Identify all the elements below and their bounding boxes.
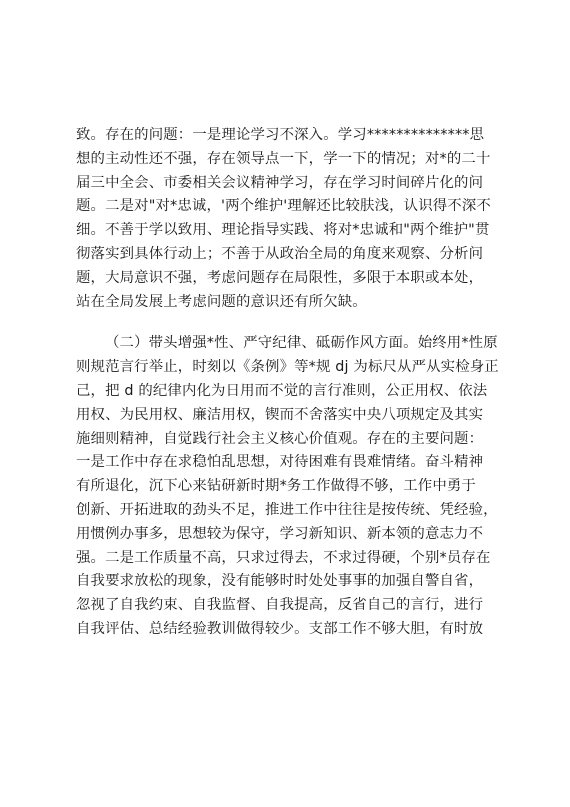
text-line: 一是工作中存在求稳怕乱思想，对待困难有畏难情绪。奋斗精神 [76,454,484,471]
text-line: 届三中全会、市委相关会议精神学习，存在学习时间碎片化的问 [76,174,484,191]
text-line: 题。二是对"对*忠诚，'两个维护'理解还比较肤浅，认识得不深不 [76,198,491,215]
text-line: 己，把 d 的纪律内化为日用而不觉的言行准则，公正用权、依法 [76,382,488,399]
text-line: 创新、开拓进取的劲头不足，推进工作中往往是按传统、凭经验， [76,501,498,518]
text-line: 题，大局意识不强，考虑问题存在局限性，多限于本职或本处， [76,269,484,286]
text-line: 用权、为民用权、廉洁用权，锲而不舍落实中央八项规定及其实 [76,406,484,423]
text-line: 彻落实到具体行动上；不善于从政治全局的角度来观察、分析问 [76,245,484,262]
text-line: 自我要求放松的现象，没有能够时时处处事事的加强自警自省， [76,573,484,590]
text-line: 用惯例办事多，思想较为保守，学习新知识、新本领的意志力不 [76,525,484,542]
text-line: 施细则精神，自觉践行社会主义核心价值观。存在的主要问题： [76,430,484,447]
text-line: 细。不善于学以致用、理论指导实践、将对*忠诚和"两个维护"贯 [76,222,490,239]
text-line: 站在全局发展上考虑问题的意识还有所欠缺。 [76,293,367,310]
paragraph-2 [76,332,499,641]
text-line: 则规范言行举止，时刻以《条例》等*规 dj 为标尺从严从实检身正 [76,359,499,376]
text-line: 有所退化，沉下心来钻研新时期*务工作做得不够，工作中勇于 [76,478,476,495]
text-line: 想的主动性还不强，存在领导点一下，学一下的情况；对*的二十 [76,150,491,167]
text-line: 强。二是工作质量不高，只求过得去，不求过得硬，个别*员存在 [76,549,491,566]
text-line: 自我评估、总结经验教训做得较少。支部工作不够大胆，有时放 [76,620,484,637]
text-line: 致。存在的问题：一是理论学习不深入。学习**************思 [76,127,485,143]
paragraph-spacing [76,314,488,332]
paragraph-1 [76,124,491,314]
text-line: （二）带头增强*性、严守纪律、砥砺作风方面。始终用*性原 [105,335,498,352]
text-line: 忽视了自我约束、自我监督、自我提高，反省自己的言行，进行 [76,597,484,614]
